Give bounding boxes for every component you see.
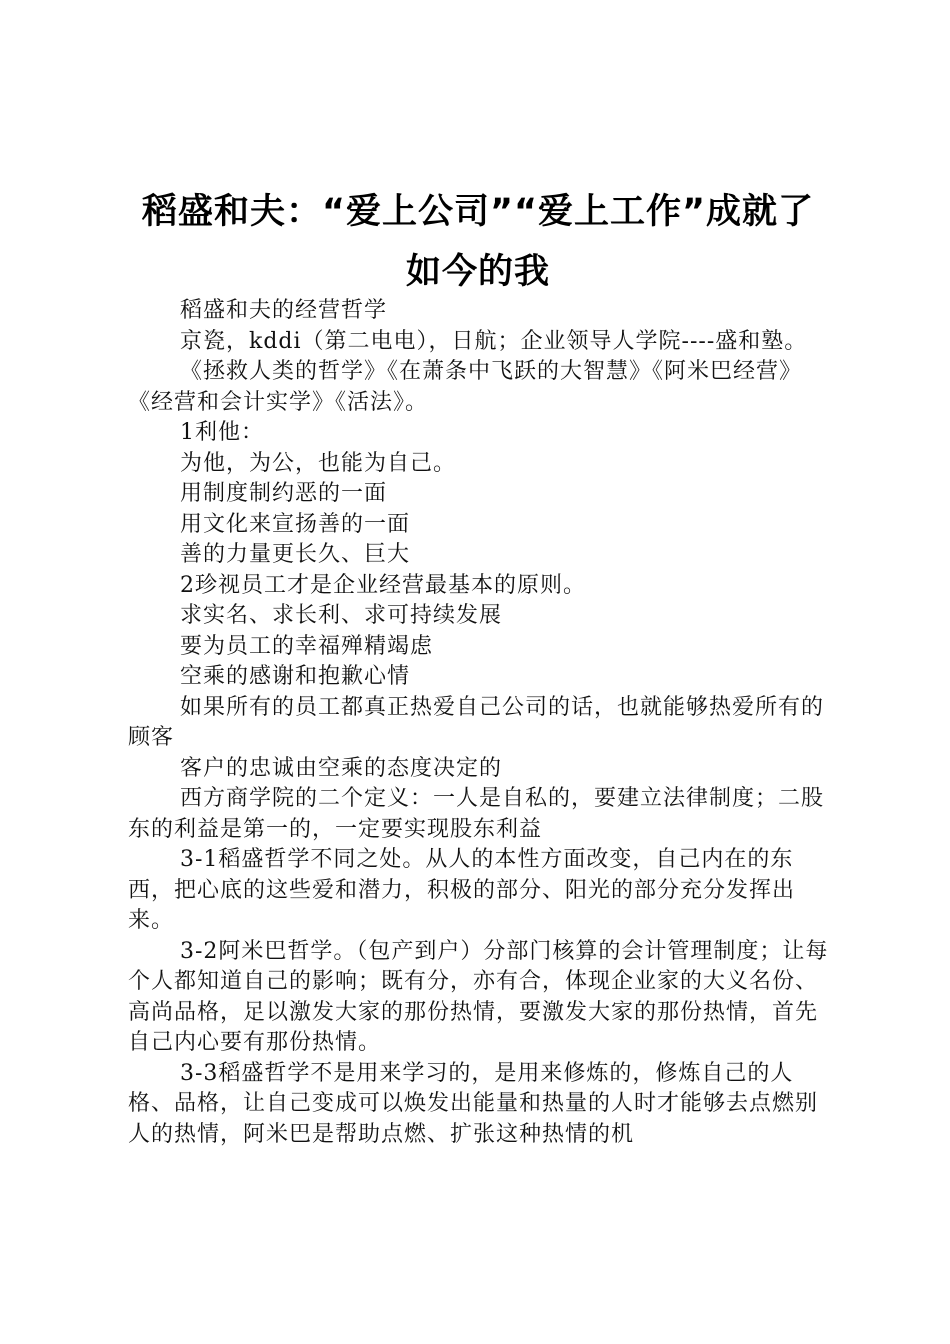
paragraph: 客户的忠诚由空乘的态度决定的 — [180, 755, 503, 781]
paragraph: 空乘的感谢和抱歉心情 — [180, 664, 411, 689]
paragraph: 3-3稻盛哲学不是用来学习的，是用来修炼的，修炼自己的人格、品格，让自己变成可以焕发出能量和热量的人时才能够去点燃别人的热情，阿米巴是帮助点燃、扩张这种热情的机 — [128, 1060, 819, 1147]
paragraph: 《拯救人类的哲学》《在萧条中飞跃的大智慧》《阿米巴经营》《经营和会计实学》《活法》。 — [128, 359, 803, 415]
paragraph: 要为员工的幸福殚精竭虑 — [180, 633, 434, 659]
document-body — [128, 296, 834, 1150]
paragraph: 用制度制约恶的一面 — [180, 481, 388, 506]
paragraph: 如果所有的员工都真正热爱自己公司的话，也就能够热爱所有的顾客 — [128, 694, 825, 750]
paragraph: 为他，为公，也能为自己。 — [180, 450, 457, 476]
paragraph: 稻盛和夫的经营哲学 — [180, 298, 388, 323]
paragraph: 用文化来宣扬善的一面 — [180, 511, 411, 537]
paragraph: 求实名、求长利、求可持续发展 — [180, 603, 503, 628]
paragraph: 1利他： — [180, 420, 264, 445]
paragraph: 京瓷，kddi（第二电电），日航；企业领导人学院----盛和塾。 — [180, 328, 808, 354]
paragraph: 善的力量更长久、巨大 — [180, 542, 411, 567]
paragraph: 西方商学院的二个定义：一人是自私的，要建立法律制度；二股东的利益是第一的，一定要实现股东利益 — [128, 786, 825, 842]
paragraph: 3-1稻盛哲学不同之处。从人的本性方面改变，自己内在的东西，把心底的这些爱和潜力，积极的部分、阳光的部分充分发挥出来。 — [128, 847, 796, 933]
paragraph: 3-2阿米巴哲学。（包产到户）分部门核算的会计管理制度；让每个人都知道自己的影响；既有分，亦有合，体现企业家的大义名份、高尚品格，足以激发大家的那份热情，要激发大家的那份热情，首先自己内心要有那份热情。 — [128, 938, 829, 1055]
document-title: 稻盛和夫：“爱上公司”“爱上工作”成就了如今的我 — [141, 192, 814, 292]
paragraph: 2珍视员工才是企业经营最基本的原则。 — [180, 572, 586, 598]
